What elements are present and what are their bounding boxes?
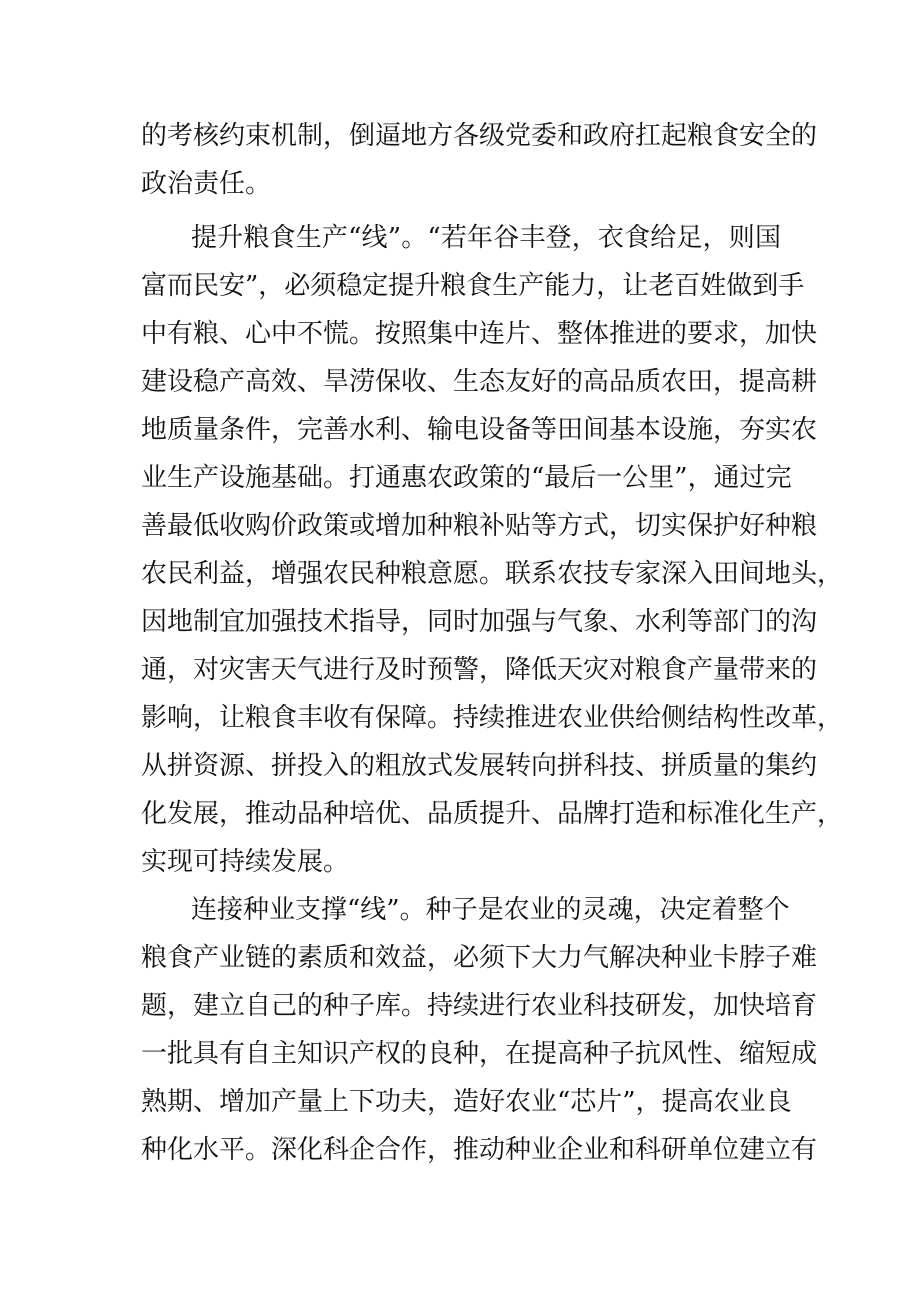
text-line: 政治责任。 — [141, 169, 272, 199]
text-line: 业生产设施基础。打通惠农政策的“最后一公里”，通过完 — [141, 463, 792, 493]
text-line: 粮食产业链的素质和效益，必须下大力气解决种业卡脖子难 — [141, 943, 818, 973]
text-line: 实现可持续发展。 — [141, 847, 350, 877]
text-line: 从拼资源、拼投入的粗放式发展转向拼科技、拼质量的集约 — [141, 751, 818, 781]
text-line: 影响，让粮食丰收有保障。持续推进农业供给侧结构性改革， — [141, 703, 844, 733]
text-line: 题，建立自己的种子库。持续进行农业科技研发，加快培育 — [141, 991, 818, 1021]
text-line: 富而民安”，必须稳定提升粮食生产能力，让老百姓做到手 — [141, 271, 805, 301]
text-line: 通，对灾害天气进行及时预警，降低天灾对粮食产量带来的 — [141, 655, 818, 685]
paragraph-heading-line: 连接种业支撑“线”。种子是农业的灵魂，决定着整个 — [191, 895, 790, 925]
text-line: 种化水平。深化科企合作，推动种业企业和科研单位建立有 — [141, 1135, 818, 1165]
text-line: 中有粮、心中不慌。按照集中连片、整体推进的要求，加快 — [141, 319, 818, 349]
text-line: 因地制宜加强技术指导，同时加强与气象、水利等部门的沟 — [141, 607, 818, 637]
text-line: 善最低收购价政策或增加种粮补贴等方式，切实保护好种粮 — [141, 511, 818, 541]
text-line: 建设稳产高效、旱涝保收、生态友好的高品质农田，提高耕 — [141, 367, 818, 397]
text-line: 农民利益，增强农民种粮意愿。联系农技专家深入田间地头， — [141, 559, 844, 589]
text-line: 地质量条件，完善水利、输电设备等田间基本设施，夯实农 — [141, 415, 818, 445]
paragraph-heading-line: 提升粮食生产“线”。“若年谷丰登，衣食给足，则国 — [191, 223, 781, 253]
text-line: 化发展，推动品种培优、品质提升、品牌打造和标准化生产， — [141, 799, 844, 829]
text-line: 熟期、增加产量上下功夫，造好农业“芯片”，提高农业良 — [141, 1087, 792, 1117]
text-line: 一批具有自主知识产权的良种，在提高种子抗风性、缩短成 — [141, 1039, 818, 1069]
text-line: 的考核约束机制，倒逼地方各级党委和政府扛起粮食安全的 — [141, 121, 818, 151]
